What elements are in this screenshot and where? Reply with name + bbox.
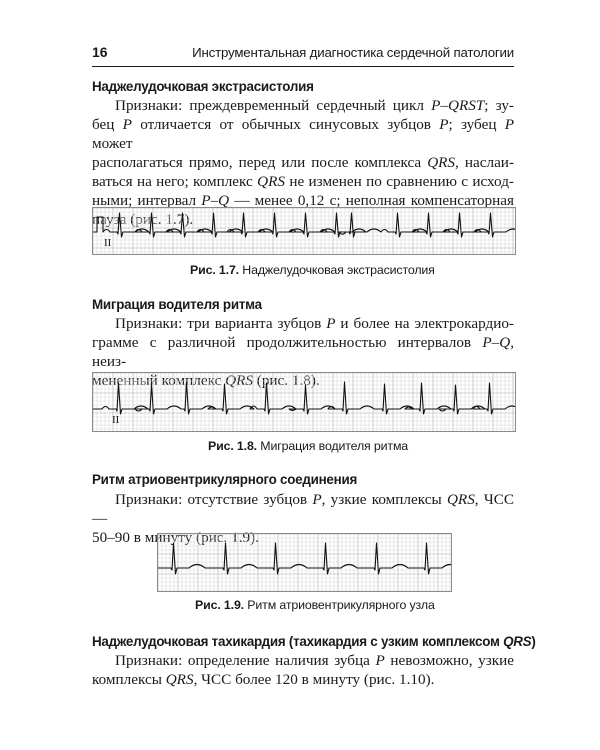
italic-term: P bbox=[312, 491, 322, 508]
paragraph-svt-narrow-qrs bbox=[92, 651, 514, 689]
italic-term: QRS bbox=[257, 173, 285, 190]
figure-label: Рис. 1.8. bbox=[208, 439, 257, 453]
italic-term: P bbox=[375, 652, 385, 669]
lead-label: II bbox=[104, 237, 112, 249]
ecg-strip-fig-1-9 bbox=[157, 533, 452, 592]
text-line: грамме с различной продолжительностью интервалов P–Q, неиз- bbox=[92, 334, 514, 370]
text-line: ваться на него; комплекс QRS не изменен по сравнению с исход- bbox=[92, 173, 514, 190]
figure-caption-text: Миграция водителя ритма bbox=[260, 439, 409, 453]
italic-term: QRS bbox=[446, 491, 475, 508]
ecg-strip-fig-1-8 bbox=[92, 372, 516, 432]
italic-term: P bbox=[326, 315, 336, 332]
text-line: мененный комплекс QRS (рис. 1.8). bbox=[92, 372, 320, 389]
figure-label: Рис. 1.9. bbox=[195, 598, 244, 612]
figure-caption-text: Ритм атриовентрикулярного узла bbox=[247, 598, 435, 612]
text-line: Признаки: определение наличия зубца P невозможно, узкие bbox=[115, 652, 514, 669]
text-line: бец P отличается от обычных синусовых зубцов P; зубец P может bbox=[92, 116, 514, 152]
text-line: пауза (рис. 1.7). bbox=[92, 211, 194, 228]
text-line: Признаки: три варианта зубцов P и более на электрокардио- bbox=[115, 315, 514, 332]
running-title: Инструментальная диагностика сердечной патологии bbox=[192, 45, 514, 60]
text-line: Признаки: преждевременный сердечный цикл P–QRST; зу- bbox=[115, 97, 514, 114]
italic-term: P–Q bbox=[482, 334, 511, 351]
italic-term: P bbox=[504, 116, 514, 133]
figure-label: Рис. 1.7. bbox=[190, 263, 239, 277]
running-head bbox=[92, 44, 514, 67]
text-line: Признаки: отсутствие зубцов P, узкие комплексы QRS, ЧСС — bbox=[92, 491, 514, 527]
text-line: комплексы QRS, ЧСС более 120 в минуту (рис. 1.10). bbox=[92, 671, 435, 688]
section-title-svt-narrow-qrs: Наджелудочковая тахикардия (тахикардия с узким комплексом QRS) bbox=[92, 634, 536, 649]
italic-term: P bbox=[122, 116, 132, 133]
figure-caption-text: Наджелудочковая экстрасистолия bbox=[242, 263, 435, 277]
italic-term: QRS bbox=[427, 154, 456, 171]
section-title-wandering-pacemaker: Миграция водителя ритма bbox=[92, 297, 262, 312]
figure-caption-1-7 bbox=[190, 263, 435, 277]
section-title-av-junction-rhythm: Ритм атриовентрикулярного соединения bbox=[92, 472, 358, 487]
figure-caption-1-9 bbox=[195, 598, 435, 612]
text-line: 50–90 в минуту (рис. 1.9). bbox=[92, 529, 259, 546]
lead-label: II bbox=[112, 414, 120, 426]
italic-term: QRS bbox=[165, 671, 194, 688]
text-line: ными; интервал P–Q — менее 0,12 с; неполная компенсаторная bbox=[92, 192, 514, 209]
text-line: располагаться прямо, перед или после комплекса QRS, наслаи- bbox=[92, 154, 514, 171]
figure-caption-1-8 bbox=[208, 439, 408, 453]
italic-term: P bbox=[439, 116, 449, 133]
italic-term: QRS bbox=[225, 372, 253, 389]
ecg-strip-fig-1-7 bbox=[92, 207, 516, 255]
italic-term: P–Q bbox=[201, 192, 230, 209]
section-title-svt-extrasystole: Наджелудочковая экстрасистолия bbox=[92, 79, 314, 94]
page-number: 16 bbox=[92, 44, 108, 60]
italic-term: QRS bbox=[503, 634, 532, 649]
italic-term: P–QRST bbox=[431, 97, 485, 114]
